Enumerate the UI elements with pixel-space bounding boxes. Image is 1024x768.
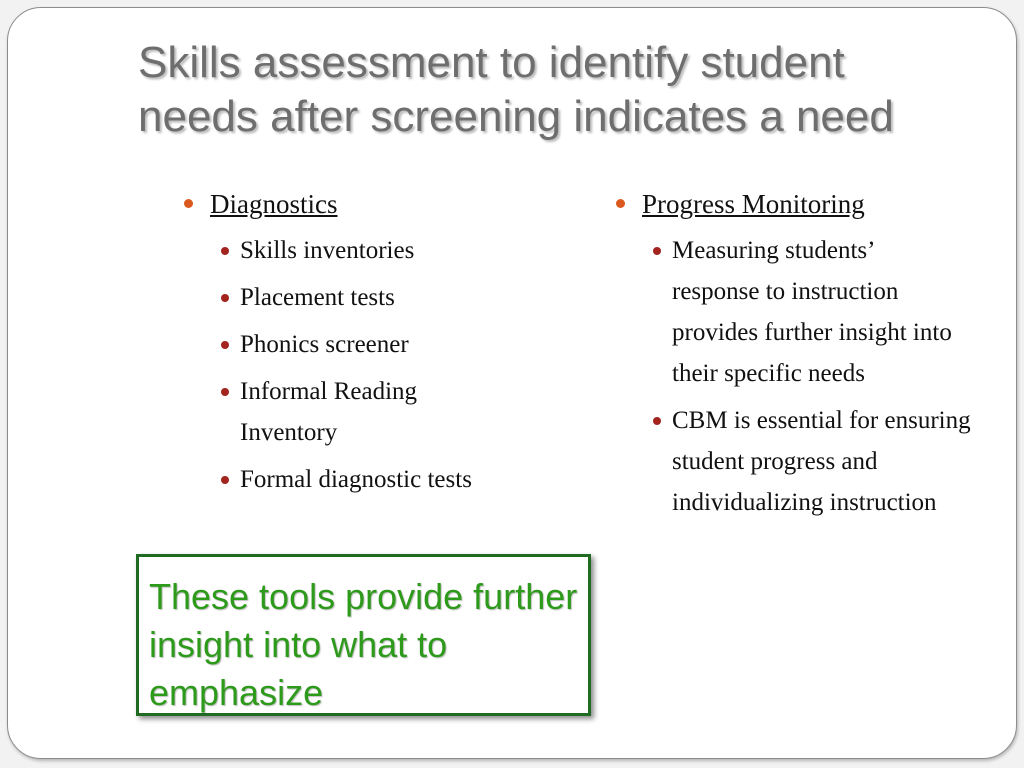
list-item bbox=[604, 230, 962, 394]
slide bbox=[7, 7, 1017, 759]
bullet-icon bbox=[221, 341, 229, 349]
list-item bbox=[172, 324, 542, 365]
bullet-icon bbox=[221, 294, 229, 302]
diagnostics-column bbox=[172, 184, 542, 506]
bullet-icon bbox=[653, 417, 661, 425]
diagnostics-heading-label: Diagnostics bbox=[210, 189, 338, 219]
list-item-text: Informal Reading Inventory bbox=[240, 378, 418, 446]
list-item bbox=[172, 459, 542, 500]
callout-box bbox=[136, 554, 591, 716]
diagnostics-list bbox=[172, 230, 542, 500]
bullet-icon bbox=[221, 247, 229, 255]
bullet-icon bbox=[653, 247, 661, 255]
bullet-icon bbox=[184, 199, 193, 208]
list-item-text: Measuring students’ response to instruction provides further insight into their specific needs bbox=[672, 237, 952, 387]
bullet-icon bbox=[221, 476, 229, 484]
slide-title-line-1: Skills assessment to identify student bbox=[138, 38, 845, 87]
list-item-text: Skills inventories bbox=[240, 237, 415, 264]
slide-title-line-2: needs after screening indicates a need bbox=[138, 92, 894, 141]
list-item-text: Phonics screener bbox=[240, 331, 409, 358]
progress-monitoring-list bbox=[604, 230, 999, 523]
list-item bbox=[172, 277, 542, 318]
bullet-icon bbox=[221, 388, 229, 396]
list-item bbox=[172, 230, 542, 271]
progress-monitoring-heading-label: Progress Monitoring bbox=[642, 189, 865, 219]
diagnostics-heading bbox=[172, 184, 542, 224]
list-item-text: CBM is essential for ensuring student progress and individualizing instruction bbox=[672, 407, 971, 516]
list-item bbox=[604, 400, 997, 523]
list-item-text: Placement tests bbox=[240, 284, 395, 311]
callout-text: These tools provide further insight into what to emphasize bbox=[149, 576, 578, 713]
slide-title bbox=[138, 36, 998, 144]
bullet-icon bbox=[616, 199, 625, 208]
list-item-text: Formal diagnostic tests bbox=[240, 466, 472, 493]
list-item bbox=[172, 371, 490, 453]
progress-monitoring-column bbox=[604, 184, 999, 529]
progress-monitoring-heading bbox=[604, 184, 999, 224]
